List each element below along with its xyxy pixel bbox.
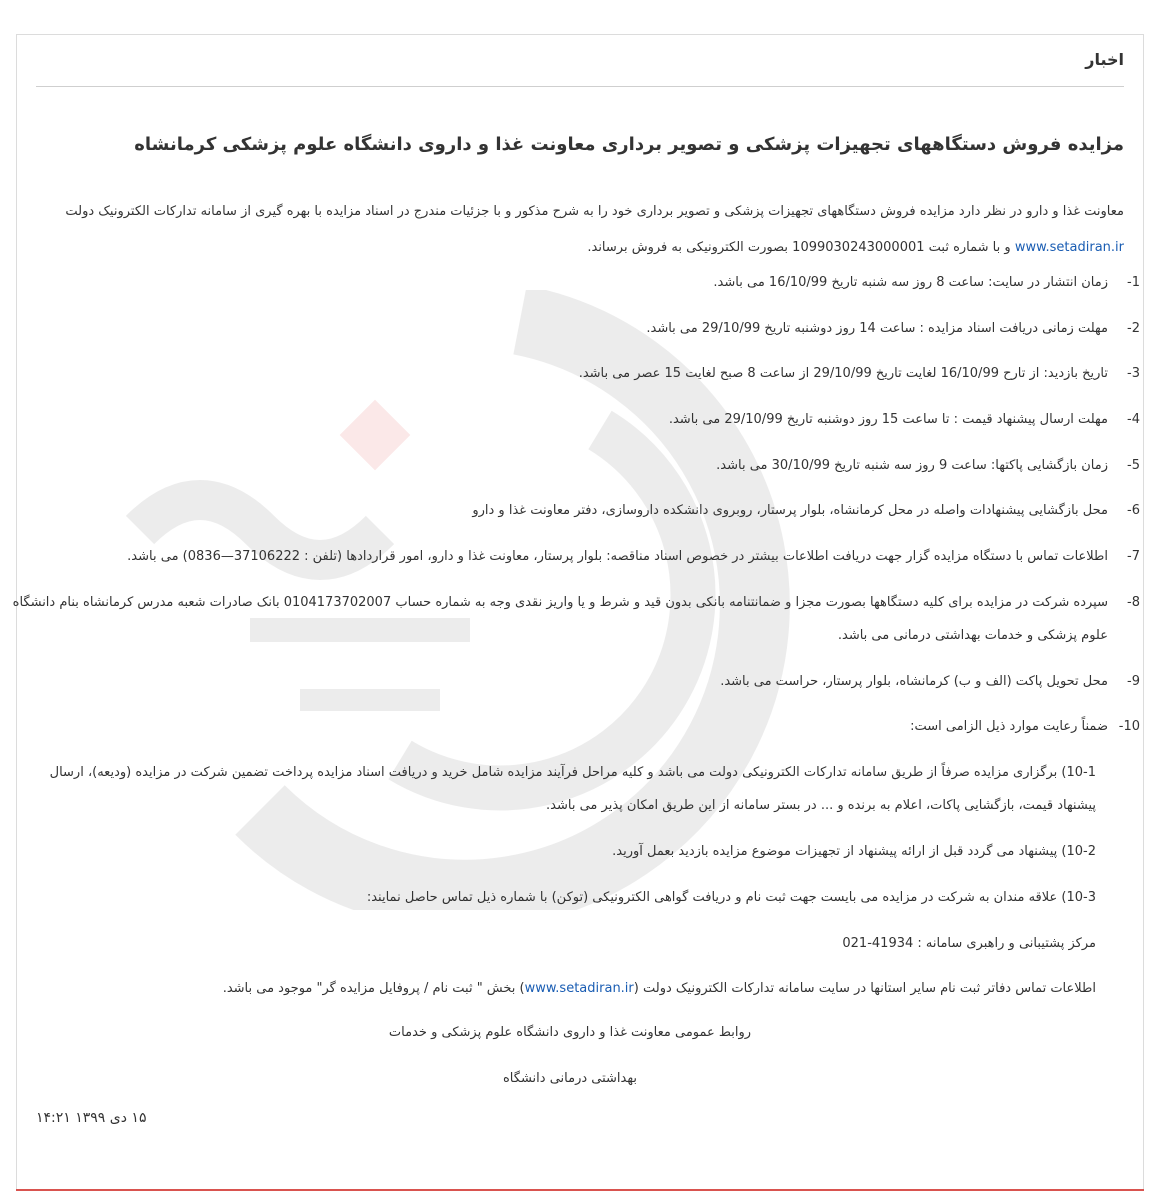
list-item: 3- تاریخ بازدید: از تارح 16/10/99 لغایت تاریخ 29/10/99 از ساعت 8 صبح لغایت 15 عصر می باشد. xyxy=(578,366,1140,381)
support-center-line: مرکز پشتیبانی و راهبری سامانه : 41934-021 xyxy=(842,936,1096,951)
list-item: 5- زمان بازگشایی پاکتها: ساعت 9 روز سه شنبه تاریخ 30/10/99 می باشد. xyxy=(716,458,1140,473)
publish-date: ۱۵ دی ۱۳۹۹ ۱۴:۲۱ xyxy=(36,1110,147,1126)
signature-line-1: روابط عمومی معاونت غذا و داروی دانشگاه علوم پزشکی و خدمات xyxy=(388,1025,752,1040)
list-item: 4- مهلت ارسال پیشنهاد قیمت : تا ساعت 15 روز دوشنبه تاریخ 29/10/99 می باشد. xyxy=(668,412,1140,427)
setadiran-link[interactable]: www.setadiran.ir xyxy=(1014,240,1124,255)
intro-paragraph xyxy=(24,194,1124,266)
section-title: اخبار xyxy=(1085,50,1124,69)
list-item: 10- ضمناً رعایت موارد ذیل الزامی است: xyxy=(910,719,1140,734)
list-item: 9- محل تحویل پاکت (الف و ب) کرمانشاه، بلوار پرستار، حراست می باشد. xyxy=(720,674,1140,689)
bottom-accent-rule xyxy=(16,1189,1144,1191)
signature-line-2: بهداشتی درمانی دانشگاه xyxy=(503,1071,637,1086)
intro-text-end: و با شماره ثبت 1099030243000001 بصورت الکترونیکی به فروش برساند. xyxy=(587,240,1015,255)
registration-info: اطلاعات تماس دفاتر ثبت نام سایر استانها در سایت سامانه تدارکات الکترونیک دولت (www.setadiran.ir) بخش " ثبت نام / پروفایل مزایده گر" موجود می باشد. xyxy=(222,981,1096,996)
title-divider xyxy=(36,86,1124,87)
news-headline: مزایده فروش دستگاههای تجهیزات پزشکی و تصویر برداری معاونت غذا و داروی دانشگاه علوم پزشکی کرمانشاه xyxy=(134,134,1124,155)
sub-item: 10-1) برگزاری مزایده صرفاً از طریق سامانه تدارکات الکترونیکی دولت می باشد و کلیه مراحل فرآیند مزایده شامل خرید و دریافت اسناد مزایده پرداخت تضمین شرکت در مزایده (ودیعه)، ارسال پیشنهاد قیمت، بازگشایی پاکات، اعلام به برنده و ... در بستر سامانه از این طریق امکان پذیر می باشد. xyxy=(49,765,1096,813)
sub-item: 10-3) علاقه مندان به شرکت در مزایده می بایست جهت ثبت نام و دریافت گواهی الکترونیکی (توکن) با شماره ذیل تماس حاصل نمایند: xyxy=(366,890,1096,905)
sub-item: 10-2) پیشنهاد می گردد قبل از ارائه پیشنهاد از تجهیزات موضوع مزایده بازدید بعمل آورید. xyxy=(612,844,1096,859)
list-item: 7- اطلاعات تماس با دستگاه مزایده گزار جهت دریافت اطلاعات بیشتر در خصوص اسناد مناقصه: بلوار پرستار، معاونت غذا و دارو، امور قراردادها (تلفن : 37106222—0836) می باشد. xyxy=(127,549,1140,564)
intro-text-start: معاونت غذا و دارو در نظر دارد مزایده فروش دستگاههای تجهیزات پزشکی و تصویر برداری خود را به شرح مذکور و با جزئیات مندرج در اسناد مزایده با بهره گیری از سامانه تدارکات الکترونیک دولت xyxy=(65,204,1124,219)
setadiran-link[interactable]: www.setadiran.ir xyxy=(524,981,634,996)
list-item: 2- مهلت زمانی دریافت اسناد مزایده : ساعت 14 روز دوشنبه تاریخ 29/10/99 می باشد. xyxy=(646,321,1140,336)
list-item: 1- زمان انتشار در سایت: ساعت 8 روز سه شنبه تاریخ 16/10/99 می باشد. xyxy=(713,275,1140,290)
list-item: 8- سپرده شرکت در مزایده برای کلیه دستگاهها بصورت مجزا و ضمانتنامه بانکی بدون قید و شرط و یا واریز نقدی وجه به شماره حساب 0104173702007 بانک صادرات شعبه مدرس کرمانشاه بنام دانشگاه علوم پزشکی و خدمات بهداشتی درمانی می باشد. xyxy=(12,595,1140,643)
list-item: 6- محل بازگشایی پیشنهادات واصله در محل کرمانشاه، بلوار پرستار، روبروی دانشکده داروسازی، دفتر معاونت غذا و دارو xyxy=(472,503,1140,518)
